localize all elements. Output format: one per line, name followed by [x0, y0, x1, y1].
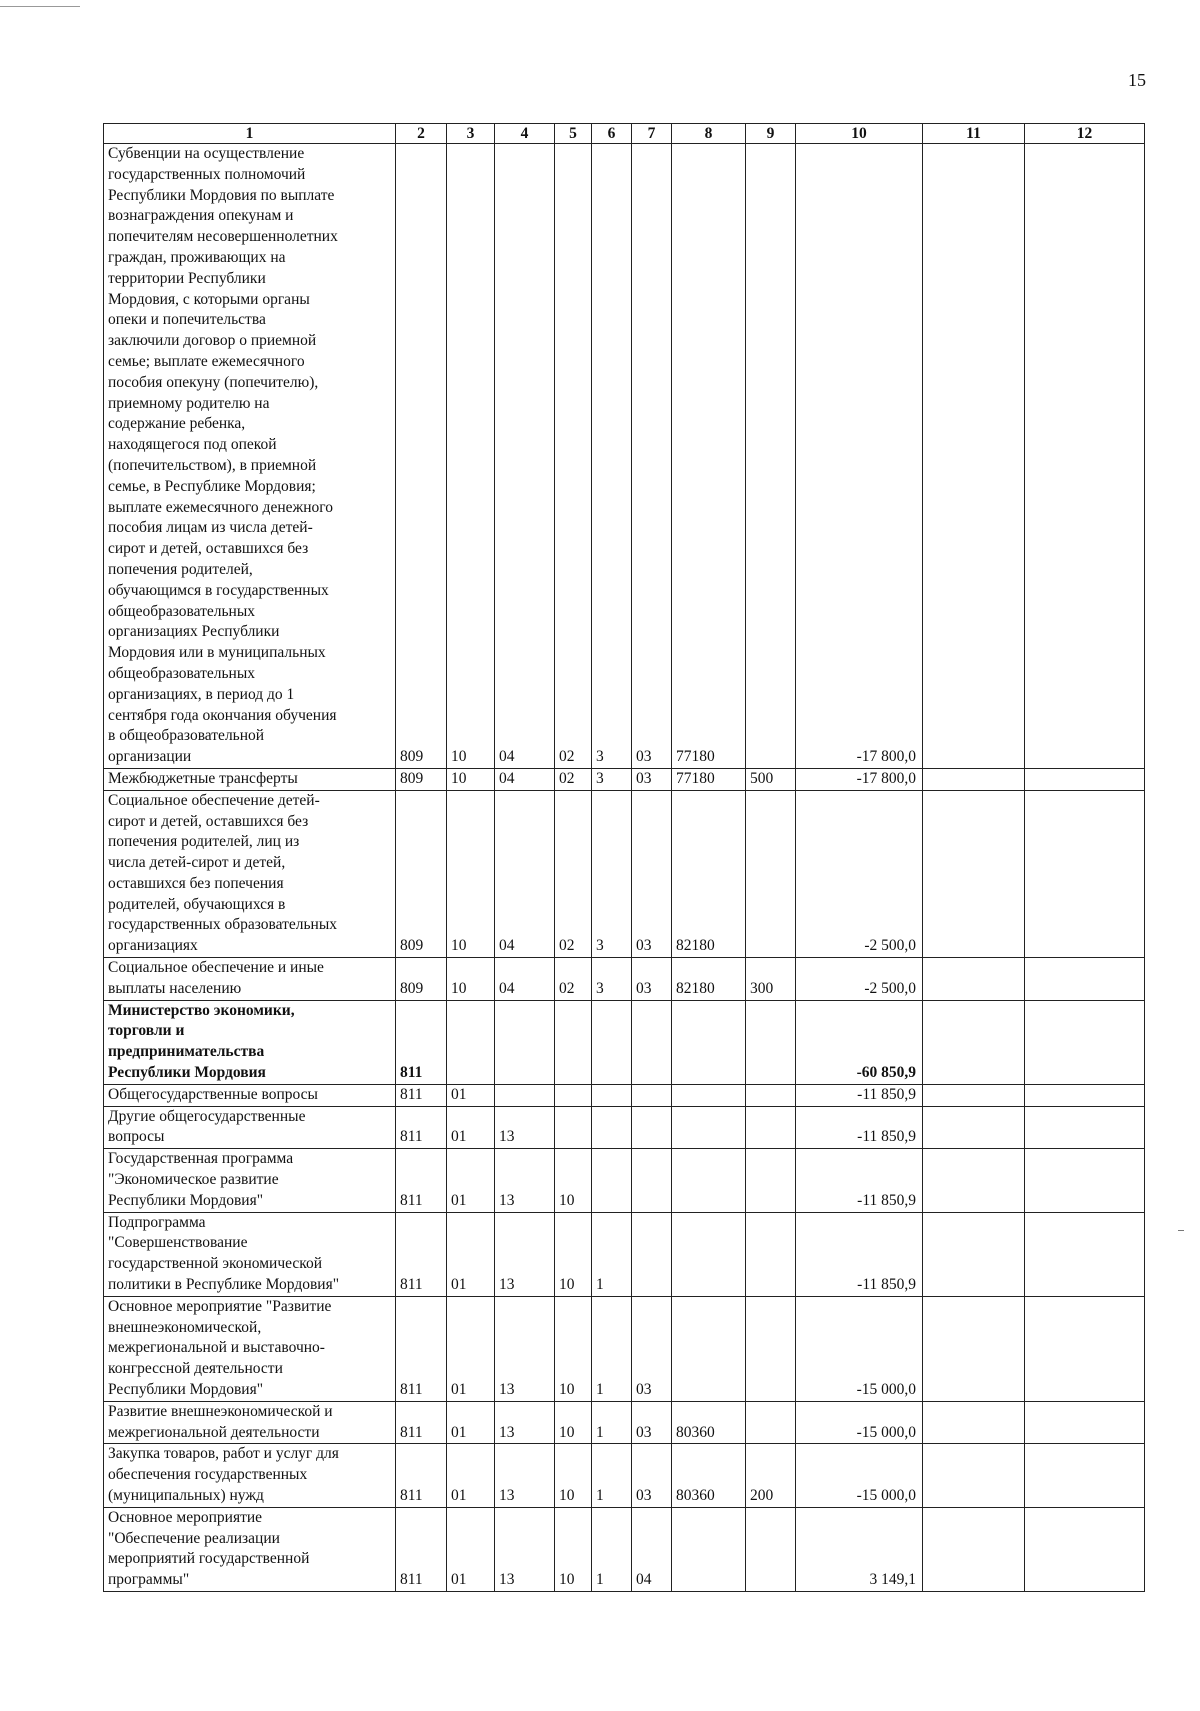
header-cell-4: 4 [495, 124, 555, 144]
expense-type-cell [746, 790, 796, 957]
table-row [104, 768, 1145, 790]
row-name-cell: Другие общегосударственные вопросы [104, 1106, 396, 1149]
table-row [104, 790, 1145, 957]
amount-3-cell [1025, 1296, 1145, 1401]
section-cell: 01 [447, 1106, 495, 1149]
amount-3-cell [1025, 1401, 1145, 1444]
subprogram-cell: 1 [592, 1401, 632, 1444]
expense-type-cell: 300 [746, 958, 796, 1001]
expense-type-cell [746, 1296, 796, 1401]
program-cell: 02 [555, 144, 592, 769]
admin-code-cell: 811 [396, 1149, 447, 1212]
amount-2-cell [923, 144, 1025, 769]
amount-3-cell [1025, 1000, 1145, 1084]
subprogram-cell [592, 1000, 632, 1084]
direction-cell: 82180 [672, 958, 746, 1001]
table-row [104, 1507, 1145, 1591]
subprogram-cell: 1 [592, 1296, 632, 1401]
page-number: 15 [1128, 70, 1146, 90]
measure-cell [632, 1106, 672, 1149]
table-body [104, 144, 1145, 1592]
measure-cell: 03 [632, 1296, 672, 1401]
header-cell-1: 1 [104, 124, 396, 144]
subsection-cell: 13 [495, 1212, 555, 1296]
amount-2-cell [923, 1106, 1025, 1149]
program-cell: 10 [555, 1149, 592, 1212]
admin-code-cell: 811 [396, 1296, 447, 1401]
subsection-cell: 13 [495, 1296, 555, 1401]
amount-3-cell [1025, 958, 1145, 1001]
program-cell: 02 [555, 768, 592, 790]
table-row [104, 1296, 1145, 1401]
amount-3-cell [1025, 1212, 1145, 1296]
section-cell: 01 [447, 1212, 495, 1296]
amount-cell: -17 800,0 [796, 144, 923, 769]
amount-3-cell [1025, 144, 1145, 769]
subprogram-cell: 1 [592, 1212, 632, 1296]
expense-type-cell [746, 1401, 796, 1444]
section-cell: 10 [447, 958, 495, 1001]
amount-2-cell [923, 958, 1025, 1001]
subsection-cell: 13 [495, 1444, 555, 1507]
expense-type-cell [746, 144, 796, 769]
program-cell [555, 1106, 592, 1149]
admin-code-cell: 811 [396, 1401, 447, 1444]
amount-3-cell [1025, 1149, 1145, 1212]
direction-cell [672, 1106, 746, 1149]
amount-3-cell [1025, 790, 1145, 957]
amount-cell: -11 850,9 [796, 1212, 923, 1296]
expense-type-cell [746, 1000, 796, 1084]
table-row [104, 1149, 1145, 1212]
amount-3-cell [1025, 1444, 1145, 1507]
row-name-cell: Основное мероприятие "Развитие внешнеэкономической, межрегиональной и выставочно- конгрессной деятельности Республики Мордовия" [104, 1296, 396, 1401]
section-cell: 01 [447, 1084, 495, 1106]
admin-code-cell: 811 [396, 1106, 447, 1149]
row-name-cell: Основное мероприятие "Обеспечение реализации мероприятий государственной программы" [104, 1507, 396, 1591]
expense-type-cell: 200 [746, 1444, 796, 1507]
amount-cell: -15 000,0 [796, 1444, 923, 1507]
direction-cell: 77180 [672, 144, 746, 769]
direction-cell: 80360 [672, 1444, 746, 1507]
header-cell-5: 5 [555, 124, 592, 144]
expense-type-cell [746, 1212, 796, 1296]
expense-type-cell [746, 1507, 796, 1591]
subprogram-cell [592, 1084, 632, 1106]
subsection-cell: 13 [495, 1507, 555, 1591]
row-name-cell: Развитие внешнеэкономической и межрегиональной деятельности [104, 1401, 396, 1444]
amount-2-cell [923, 1401, 1025, 1444]
amount-2-cell [923, 1149, 1025, 1212]
admin-code-cell: 809 [396, 958, 447, 1001]
row-name-cell: Социальное обеспечение детей- сирот и детей, оставшихся без попечения родителей, лиц из числа детей-сирот и детей, оставшихся без попечения родителей, обучающихся в государственных образовательных организациях [104, 790, 396, 957]
amount-3-cell [1025, 1084, 1145, 1106]
subsection-cell: 04 [495, 790, 555, 957]
budget-table [103, 123, 1145, 1592]
subsection-cell [495, 1084, 555, 1106]
program-cell: 02 [555, 958, 592, 1001]
table-row [104, 1212, 1145, 1296]
measure-cell: 03 [632, 1401, 672, 1444]
admin-code-cell: 811 [396, 1084, 447, 1106]
admin-code-cell: 811 [396, 1212, 447, 1296]
amount-3-cell [1025, 1507, 1145, 1591]
admin-code-cell: 811 [396, 1444, 447, 1507]
header-cell-10: 10 [796, 124, 923, 144]
header-cell-6: 6 [592, 124, 632, 144]
direction-cell: 80360 [672, 1401, 746, 1444]
subprogram-cell: 3 [592, 768, 632, 790]
subprogram-cell [592, 1106, 632, 1149]
amount-2-cell [923, 1507, 1025, 1591]
expense-type-cell [746, 1149, 796, 1212]
direction-cell [672, 1507, 746, 1591]
amount-2-cell [923, 790, 1025, 957]
table-row [104, 1000, 1145, 1084]
header-cell-12: 12 [1025, 124, 1145, 144]
amount-cell: -2 500,0 [796, 790, 923, 957]
program-cell: 10 [555, 1444, 592, 1507]
program-cell: 10 [555, 1401, 592, 1444]
subprogram-cell: 1 [592, 1444, 632, 1507]
direction-cell [672, 1296, 746, 1401]
amount-2-cell [923, 1084, 1025, 1106]
table-row [104, 144, 1145, 769]
section-cell: 01 [447, 1149, 495, 1212]
measure-cell: 03 [632, 958, 672, 1001]
direction-cell: 82180 [672, 790, 746, 957]
section-cell [447, 1000, 495, 1084]
program-cell [555, 1000, 592, 1084]
measure-cell: 03 [632, 768, 672, 790]
row-name-cell: Государственная программа "Экономическое развитие Республики Мордовия" [104, 1149, 396, 1212]
amount-cell: 3 149,1 [796, 1507, 923, 1591]
amount-cell: -17 800,0 [796, 768, 923, 790]
section-cell: 01 [447, 1444, 495, 1507]
amount-cell: -60 850,9 [796, 1000, 923, 1084]
amount-cell: -11 850,9 [796, 1084, 923, 1106]
measure-cell: 03 [632, 1444, 672, 1507]
row-name-cell: Министерство экономики, торговли и предпринимательства Республики Мордовия [104, 1000, 396, 1084]
admin-code-cell: 809 [396, 790, 447, 957]
expense-type-cell [746, 1084, 796, 1106]
measure-cell: 03 [632, 790, 672, 957]
header-cell-3: 3 [447, 124, 495, 144]
section-cell: 10 [447, 144, 495, 769]
measure-cell [632, 1000, 672, 1084]
section-cell: 01 [447, 1507, 495, 1591]
direction-cell [672, 1084, 746, 1106]
amount-2-cell [923, 1212, 1025, 1296]
amount-cell: -15 000,0 [796, 1401, 923, 1444]
header-cell-8: 8 [672, 124, 746, 144]
measure-cell [632, 1149, 672, 1212]
program-cell: 02 [555, 790, 592, 957]
table-row [104, 1106, 1145, 1149]
row-name-cell: Социальное обеспечение и иные выплаты населению [104, 958, 396, 1001]
measure-cell [632, 1084, 672, 1106]
expense-type-cell: 500 [746, 768, 796, 790]
subsection-cell [495, 1000, 555, 1084]
scan-side-mark [1178, 1230, 1184, 1231]
subsection-cell: 13 [495, 1149, 555, 1212]
measure-cell: 04 [632, 1507, 672, 1591]
subprogram-cell: 3 [592, 790, 632, 957]
amount-cell: -2 500,0 [796, 958, 923, 1001]
program-cell [555, 1084, 592, 1106]
subprogram-cell: 1 [592, 1507, 632, 1591]
header-cell-2: 2 [396, 124, 447, 144]
header-row [104, 124, 1145, 144]
row-name-cell: Подпрограмма "Совершенствование государственной экономической политики в Республике Мордовия" [104, 1212, 396, 1296]
section-cell: 01 [447, 1296, 495, 1401]
direction-cell [672, 1212, 746, 1296]
amount-2-cell [923, 1296, 1025, 1401]
admin-code-cell: 809 [396, 768, 447, 790]
direction-cell [672, 1149, 746, 1212]
amount-3-cell [1025, 1106, 1145, 1149]
scan-corner-mark [0, 0, 80, 7]
admin-code-cell: 811 [396, 1000, 447, 1084]
subsection-cell: 04 [495, 768, 555, 790]
subsection-cell: 04 [495, 144, 555, 769]
row-name-cell: Закупка товаров, работ и услуг для обеспечения государственных (муниципальных) нужд [104, 1444, 396, 1507]
program-cell: 10 [555, 1507, 592, 1591]
row-name-cell: Субвенции на осуществление государственных полномочий Республики Мордовия по выплате вознаграждения опекунам и попечителям несовершеннолетних граждан, проживающих на территории Республики Мордовия, с которыми органы опеки и попечительства заключили договор о приемной семье; выплате ежемесячного пособия опекуну (попечителю), приемному родителю на содержание ребенка, находящегося под опекой (попечительством), в приемной семье, в Республике Мордовия; выплате ежемесячного денежного пособия лицам из числа детей- сирот и детей, оставшихся без попечения родителей, обучающимся в государственных общеобразовательных организациях Республики Мордовия или в муниципальных общеобразовательных организациях, в период до 1 сентября года окончания обучения в общеобразовательной организации [104, 144, 396, 769]
amount-2-cell [923, 768, 1025, 790]
table-row [104, 958, 1145, 1001]
subsection-cell: 13 [495, 1401, 555, 1444]
amount-2-cell [923, 1000, 1025, 1084]
header-cell-7: 7 [632, 124, 672, 144]
table-row [104, 1401, 1145, 1444]
amount-cell: -11 850,9 [796, 1149, 923, 1212]
subsection-cell: 13 [495, 1106, 555, 1149]
admin-code-cell: 809 [396, 144, 447, 769]
table-row [104, 1084, 1145, 1106]
direction-cell [672, 1000, 746, 1084]
amount-3-cell [1025, 768, 1145, 790]
section-cell: 01 [447, 1401, 495, 1444]
program-cell: 10 [555, 1296, 592, 1401]
table-row [104, 1444, 1145, 1507]
measure-cell: 03 [632, 144, 672, 769]
subsection-cell: 04 [495, 958, 555, 1001]
header-cell-9: 9 [746, 124, 796, 144]
direction-cell: 77180 [672, 768, 746, 790]
amount-cell: -11 850,9 [796, 1106, 923, 1149]
row-name-cell: Общегосударственные вопросы [104, 1084, 396, 1106]
header-cell-11: 11 [923, 124, 1025, 144]
amount-cell: -15 000,0 [796, 1296, 923, 1401]
row-name-cell: Межбюджетные трансферты [104, 768, 396, 790]
subprogram-cell: 3 [592, 144, 632, 769]
admin-code-cell: 811 [396, 1507, 447, 1591]
program-cell: 10 [555, 1212, 592, 1296]
expense-type-cell [746, 1106, 796, 1149]
subprogram-cell: 3 [592, 958, 632, 1001]
amount-2-cell [923, 1444, 1025, 1507]
subprogram-cell [592, 1149, 632, 1212]
section-cell: 10 [447, 790, 495, 957]
section-cell: 10 [447, 768, 495, 790]
measure-cell [632, 1212, 672, 1296]
